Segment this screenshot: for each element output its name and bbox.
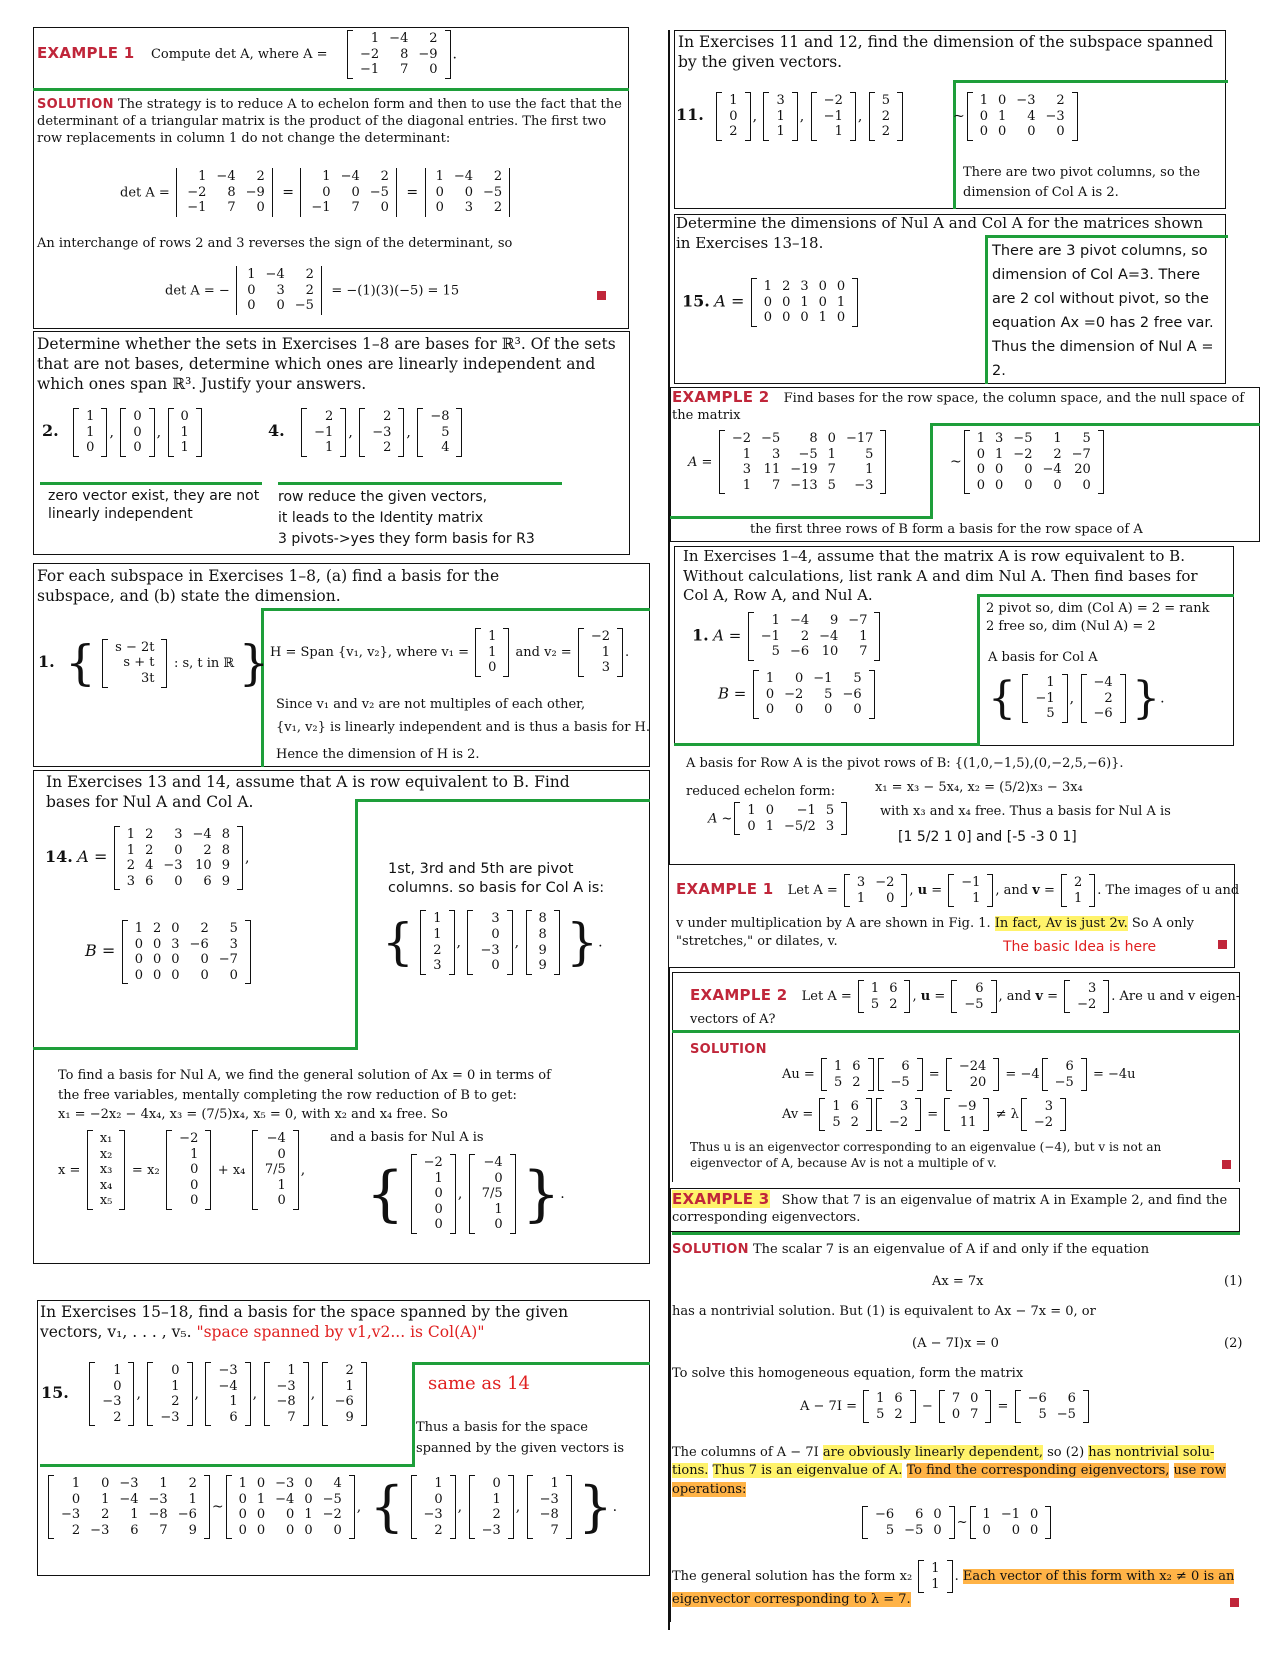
matrix-A-ex14: 14. A = 1 2 3 −4 8 1 2 0 2 8 2 4 −3 10 9 3 6 0 6 9 ,	[45, 827, 250, 889]
reason-line: Hence the dimension of H is 2.	[276, 746, 480, 762]
green-divider	[931, 423, 1260, 426]
reduced-matrix: A ~ 1 0 −1 5 0 1 −5/2 3	[708, 802, 849, 835]
row-basis: A basis for Row A is the pivot rows of B: {(1,0,−1,5),(0,−2,5,−6)}.	[686, 756, 1124, 771]
green-divider	[412, 1362, 650, 1365]
eq2-number: (2)	[1224, 1336, 1243, 1351]
eig3-header	[672, 1190, 1232, 1227]
eig1-line3: "stretches," or dilates, v.	[676, 934, 838, 949]
det-result: det A = − 1 −4 2 0 3 2 0 0 −5 = −(1)(3)(−5) = 15	[165, 267, 460, 314]
solution-text	[37, 97, 622, 148]
x2-label: x₂	[147, 1162, 160, 1178]
eig3-columns	[672, 1444, 1237, 1499]
highlight-text: To find the corresponding eigenvectors,	[906, 1463, 1170, 1479]
eig1-line1: EXAMPLE 1 Let A = 3 −2 1 0 , u = −1 1 , and v = 2 1 . The images of u and	[676, 875, 1240, 906]
reason-line: Since v₁ and v₂ are not multiples of each other,	[276, 697, 586, 712]
det-result-value: = −(1)(3)(−5) = 15	[331, 283, 460, 299]
exercise-number: 2.	[42, 421, 59, 441]
highlight-text: use row	[1173, 1463, 1226, 1479]
Au-calc: Au = 1 6 5 2 6 −5 = −24 20 = −4 6 −5 = −4u	[782, 1059, 1136, 1090]
example-label: EXAMPLE 1	[37, 44, 135, 62]
eig3-mid: has a nontrivial solution. But (1) is equivalent to Ax − 7x = 0, or	[672, 1304, 1096, 1319]
red-note: "space spanned by v1,v2... is Col(A)"	[196, 1323, 485, 1342]
matrix-B-ex14: B = 1 2 0 2 5 0 0 3 −6 3 0 0 0 0 −7 0 0 0 0 0	[85, 920, 253, 984]
subspace-reasoning	[276, 694, 650, 766]
ex11-rref: ~ 1 0 −3 2 0 1 4 −3 0 0 0 0	[953, 92, 1080, 141]
qed-square	[1222, 1160, 1231, 1169]
ex11-note: There are two pivot columns, so the dimension of Col A is 2.	[963, 165, 1201, 200]
general-solution: x = x₁ x₂ x₃ x₄ x₅ = x₂ −2 1 0 0 0 + x₄ −4 0 7/5 1 0 ,	[58, 1131, 306, 1209]
row-reduction-ex15: 1 0 −3 1 2 0 1 −4 −3 1 −3 2 1 −8 −6 2 −3 6 7 9 ~ 1 0 −3 0 4 0 1 −4 0 −5 0 0 0 1 −2 0 0 0 0 0 , { 1 0 −3 2 , 0 1 2 −3 , 1 −3 −8 7 }.	[46, 1472, 617, 1542]
col-basis-label: A basis for Col A	[988, 650, 1098, 665]
text: v under multiplication by A are shown in Fig. 1.	[676, 916, 991, 931]
eq1-number: (1)	[1224, 1274, 1243, 1289]
A-7I-label: A − 7I =	[800, 1399, 857, 1415]
ex2-note: the first three rows of B form a basis for the row space of A	[750, 522, 1143, 537]
solution-label: SOLUTION	[690, 1042, 767, 1057]
text: = −4	[1005, 1067, 1040, 1083]
exercise-number: 15.	[682, 291, 710, 311]
set-entry: s + t	[123, 655, 155, 671]
ex14-intro: In Exercises 13 and 14, assume that A is row equivalent to B. Find bases for Nul A and Col A.	[46, 773, 570, 812]
example-label: EXAMPLE 1	[676, 880, 774, 899]
text: The columns of A − 7I	[672, 1445, 819, 1460]
exercise-number: 14.	[45, 847, 73, 867]
free-text: with x₃ and x₄ free. Thus a basis for Nul A is	[880, 804, 1171, 819]
eig2-conclusion: Thus u is an eigenvector corresponding to an eigenvalue (−4), but v is not an eigenvector of A, because Av is not a multiple of v.	[690, 1140, 1162, 1170]
highlight-text: Thus 7 is an eigenvalue of A.	[712, 1463, 903, 1479]
qed-square	[1218, 940, 1227, 949]
exercise-1: 1. { s − 2t s + t 3t : s, t in ℝ }	[38, 635, 270, 691]
exercise-number: 1.	[692, 625, 709, 645]
nul-basis-ex14: { −2 1 0 0 0 , −4 0 7/5 1 0 }.	[366, 1155, 565, 1233]
green-divider	[278, 482, 562, 485]
intro-text: In Exercises 15–18, find a basis for the space spanned by the given vectors, v₁, . . . , v₅.	[40, 1303, 569, 1342]
let-A: Let A =	[801, 989, 852, 1005]
x-eq: x =	[58, 1162, 81, 1178]
ex13-matrix: 15. A = 1 2 3 0 0 0 0 1 0 1 0 0 0 1 0	[682, 278, 860, 327]
eig1-line2	[676, 916, 1231, 933]
solution-body: The scalar 7 is an eigenvalue of A if and only if the equation	[752, 1242, 1150, 1257]
text: The images of u and	[1105, 883, 1240, 899]
green-divider	[672, 1030, 1240, 1033]
A-minus-7I: A − 7I = 1 6 5 2 − 7 0 0 7 = −6 6 5 −5	[800, 1390, 1091, 1423]
eq-sign: =	[131, 1162, 143, 1178]
eig3-solution	[672, 1242, 1149, 1259]
green-divider	[978, 594, 1234, 597]
ex11-intro: In Exercises 11 and 12, find the dimension of the subspace spanned by the given vectors.	[678, 33, 1214, 72]
nul-text	[58, 1066, 551, 1125]
det-chain: det A = 1 −4 2 −2 8 −9 −1 7 0 = 1 −4 2 0 0 −5 −1 7 0 = 1 −4 2 0 0 −5 0 3 2	[120, 168, 515, 217]
reduced-label: reduced echelon form:	[686, 784, 836, 799]
reason-line: {v₁, v₂} is linearly independent and is thus a basis for H.	[276, 719, 651, 735]
qed-square	[597, 291, 606, 300]
highlight-text: In fact, Av is just 2v.	[994, 916, 1128, 931]
det-label: det A =	[120, 185, 170, 201]
ex13-intro: Determine the dimensions of Nul A and Col A for the matrices shown in Exercises 13–18.	[676, 214, 1204, 252]
green-divider	[356, 799, 650, 802]
highlight-text: eigenvector corresponding to λ = 7.	[672, 1592, 911, 1607]
qed-square	[1230, 1598, 1239, 1607]
matrix-A: 1 −4 2 −2 8 −9 −1 7 0 .	[345, 30, 457, 79]
rank-matrix-A: 1. A = 1 −4 9 −7 −1 2 −4 1 5 −6 10 7	[692, 612, 882, 661]
ex13-note: There are 3 pivot columns, so dimension of Col A=3. There are 2 col without pivot, so the equation Ax =0 has 2 free var. Thus the dimension of Nul A = 2.	[992, 243, 1214, 379]
example-prompt: Compute det A, where A =	[150, 47, 328, 62]
nul-line: the free variables, mentally completing the row reduction of B to get:	[58, 1087, 517, 1103]
example-label: EXAMPLE 2	[690, 986, 788, 1005]
eig2-line2: vectors of A?	[690, 1012, 776, 1027]
green-divider	[33, 88, 629, 91]
subspace-intro: For each subspace in Exercises 1–8, (a) find a basis for the subspace, and (b) state the dimension.	[37, 567, 500, 606]
solution-body: The strategy is to reduce A to echelon form and then to use the fact that the determinant of a triangular matrix is the product of the diagonal entries. The first two row replacements in column 1 do not change the determinant:	[37, 97, 622, 146]
note-ex4	[278, 487, 535, 550]
span-definition: H = Span {v₁, v₂}, where v₁ = 1 1 0 and v₂ = −2 1 3 .	[270, 629, 630, 676]
exercise-number: 15.	[41, 1383, 69, 1403]
set-condition: : s, t in ℝ	[173, 656, 235, 672]
nul-basis-rank: [1 5/2 1 0] and [-5 -3 0 1]	[898, 829, 1077, 845]
eq1: Ax = 7x	[932, 1274, 984, 1289]
exercise-4: 4. 2 −1 1 , 2 −3 2 , −8 5 4	[268, 408, 464, 457]
eq2: (A − 7I)x = 0	[912, 1336, 999, 1351]
ex2-matrix-A: A = −2 −5 8 0 −17 1 3 −5 1 5 3 11 −19 7 1 1 7 −13 5 −3	[688, 430, 888, 494]
example-label: EXAMPLE 2	[672, 388, 770, 406]
green-divider	[412, 1362, 415, 1466]
example-label: EXAMPLE 3	[672, 1190, 770, 1208]
nul-basis-label: and a basis for Nul A is	[330, 1130, 484, 1145]
let-A: Let A =	[787, 883, 838, 899]
eig2-line1: EXAMPLE 2 Let A = 1 6 5 2 , u = 6 −5 , and v = 3 −2 . Are u and v eigen-	[690, 981, 1241, 1012]
green-divider	[40, 1464, 415, 1467]
set-entry: 3t	[140, 671, 155, 686]
exercise-2: 2. 1 1 0 , 0 0 0 , 0 1 1	[42, 408, 204, 457]
highlight-text: has nontrivial solu-	[1088, 1445, 1215, 1460]
text: ≠ λ	[995, 1107, 1019, 1123]
text: Are u and v eigen-	[1119, 989, 1241, 1005]
green-divider	[40, 482, 262, 485]
solution-label: SOLUTION	[672, 1242, 749, 1257]
text: So A only	[1131, 916, 1194, 931]
pivot-line: 2 free so, dim (Nul A) = 2	[986, 618, 1156, 634]
example-prompt: Find bases for the row space, the column space, and the null space of the matrix	[672, 391, 1245, 423]
general-form: The general solution has the form x₂ 1 1 . Each vector of this form with x₂ ≠ 0 is an	[672, 1561, 1235, 1592]
augmented-reduction: −6 6 0 5 −5 0 ~ 1 −1 0 0 0 0	[860, 1506, 1053, 1539]
rank-intro: In Exercises 1–4, assume that the matrix A is row equivalent to B. Without calculations, list rank A and dim Nul A. Then find bases for Col A, Row A, and Nul A.	[683, 547, 1198, 604]
span-basis-text: Thus a basis for the space spanned by the given vectors is	[416, 1420, 625, 1456]
text: The general solution has the form x₂	[672, 1569, 913, 1585]
ex2-matrix-B: ~ 1 3 −5 1 5 0 1 −2 2 −7 0 0 0 −4 20 0 0 0 0 0	[950, 430, 1106, 494]
Av-label: Av =	[782, 1107, 814, 1123]
pivot-line: 2 pivot so, dim (Col A) = 2 = rank	[986, 601, 1210, 616]
span-text: H = Span {v₁, v₂}, where v₁ =	[270, 644, 469, 660]
interchange-text: An interchange of rows 2 and 3 reverses the sign of the determinant, so	[37, 236, 513, 251]
pivot-note: 1st, 3rd and 5th are pivot columns. so basis for Col A is:	[388, 861, 605, 896]
ex15-intro	[40, 1302, 610, 1342]
text: = −4u	[1092, 1067, 1136, 1083]
nul-line: To find a basis for Nul A, we find the general solution of Ax = 0 in terms of	[58, 1068, 551, 1083]
note-line: 3 pivots->yes they form basis for R3	[278, 531, 535, 547]
highlight-text: Each vector of this form with x₂ ≠ 0 is an	[962, 1569, 1235, 1585]
det-label-2: det A = −	[165, 283, 230, 299]
nul-line: x₁ = −2x₂ − 4x₄, x₃ = (7/5)x₄, x₅ = 0, with x₂ and x₄ free. So	[58, 1107, 448, 1122]
eigen-final	[672, 1592, 911, 1609]
note-line: row reduce the given vectors,	[278, 489, 488, 505]
Au-label: Au =	[782, 1067, 815, 1083]
highlight-text: operations:	[672, 1481, 747, 1497]
set-entry: s − 2t	[115, 639, 155, 655]
bases-intro: Determine whether the sets in Exercises 1–8 are bases for ℝ³. Of the sets that are not bases, determine which ones are linearly independent and which ones span ℝ³. Justify your answers.	[37, 335, 616, 394]
ex15-vectors: 15. 1 0 −3 2 , 0 1 2 −3 , −3 −4 1 6 , 1 −3 −8 7 , 2 1 −6 9	[41, 1362, 369, 1426]
text: so (2)	[1047, 1445, 1085, 1460]
same-as-14: same as 14	[428, 1373, 531, 1394]
example-prompt: Show that 7 is an eigenvalue of matrix A in Example 2, and find the corresponding eigenvectors.	[672, 1193, 1228, 1225]
ex2-header	[672, 388, 1257, 425]
col-basis-rank: { 1 −1 5 , −4 2 −6 }.	[988, 673, 1165, 724]
exercise-number: 11.	[676, 105, 704, 125]
note-ex2: zero vector exist, they are not linearly independent	[48, 488, 260, 523]
highlight-text: tions.	[672, 1463, 709, 1479]
span-text: and v₂ =	[515, 644, 572, 660]
note-line: it leads to the Identity matrix	[278, 510, 484, 526]
plus-x4: + x₄	[217, 1162, 246, 1178]
col-basis-ex14: { 1 1 2 3 , 3 0 −3 0 , 8 8 9 9 }.	[382, 911, 603, 974]
eig3-form: To solve this homogeneous equation, form the matrix	[672, 1366, 1024, 1381]
rank-pivot-note	[986, 600, 1210, 635]
exercise-number: 1.	[38, 652, 55, 672]
solution-label: SOLUTION	[37, 97, 114, 112]
reduced-eq: x₁ = x₃ − 5x₄, x₂ = (5/2)x₃ − 3x₄	[875, 780, 1083, 795]
ex11-vectors: 11. 1 0 2 , 3 1 1 , −2 −1 1 , 5 2 2	[676, 92, 905, 141]
green-divider	[672, 1232, 1240, 1235]
rank-matrix-B: B = 1 0 −1 5 0 −2 5 −6 0 0 0 0	[718, 670, 877, 719]
highlight-text: are obviously linearly dependent,	[822, 1445, 1043, 1460]
basic-idea: The basic Idea is here	[1003, 939, 1157, 955]
example1-header	[37, 44, 327, 64]
exercise-number: 4.	[268, 421, 285, 441]
Av-calc: Av = 1 6 5 2 3 −2 = −9 11 ≠ λ 3 −2	[782, 1098, 1068, 1131]
